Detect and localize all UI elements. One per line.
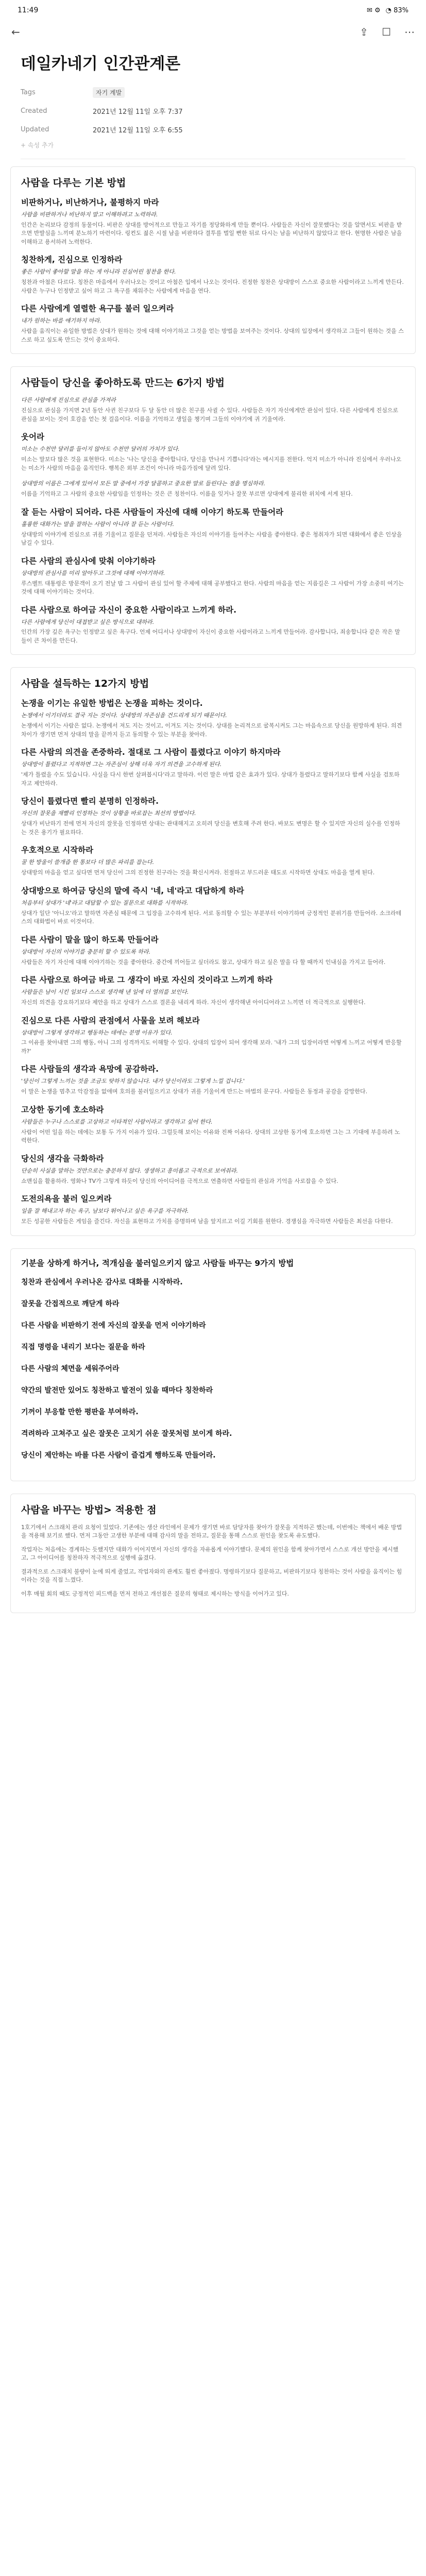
item-highlight: 사람을 비판하거나 비난하지 말고 이해하려고 노력하라. [21, 211, 158, 218]
comment-icon[interactable]: ☐ [382, 26, 391, 38]
item-body: 미소는 말보다 많은 것을 표현한다. 미소는 '나는 당신을 좋아합니다, 당신을 만나서 기쁩니다'라는 메시지를 전한다. 억지 미소가 아니라 진심에서 우러나오는 미소가 사람의 마음을 움직인다. 행복은 외부 조건이 아니라 마음가짐에 달려 있다. [21, 456, 402, 471]
property-value[interactable]: 2021년 12월 11일 오후 6:55 [93, 126, 183, 134]
section-card [10, 667, 416, 1235]
application-paragraph: 작업자는 처음에는 경계하는 듯했지만 대화가 이어지면서 자신의 생각을 자유롭게 이야기했다. 문제의 원인을 함께 찾아가면서 스스로 개선 방안을 제시했고, 그 아이디어를 칭찬하자 적극적으로 실행에 옮겼다. [21, 1546, 399, 1562]
item-highlight: 논쟁에서 이기더라도 결국 지는 것이다. 상대방의 자존심을 건드리게 되기 때문이다. [21, 712, 227, 719]
item-body: 인간은 논리보다 감정의 동물이다. 비판은 상대를 방어적으로 만들고 자기를 정당화하게 만들 뿐이다. 사람들은 자신이 잘못했다는 것을 알면서도 비판을 받으면 반발심을 느끼며 분노하기 마련이다. 링컨도 젊은 시절 남을 비판하다 결투를 벌일 뻔한 뒤로 다시는 남을 비난하지 않았다고 한다. 현명한 사람은 남을 이해하고 용서하려 노력한다. [21, 221, 402, 245]
item-heading: 다른 사람의 관심사에 맞춰 이야기하라 [21, 556, 156, 566]
section-item [21, 506, 405, 548]
item-highlight: 상대방의 관심사를 미리 알아두고 그것에 대해 이야기하라. [21, 569, 165, 577]
item-highlight: 훌륭한 대화가는 말을 잘하는 사람이 아니라 잘 듣는 사람이다. [21, 520, 175, 528]
section-item [21, 1014, 405, 1056]
item-highlight: 사람들은 남이 시킨 일보다 스스로 생각해 낸 일에 더 열의를 보인다. [21, 989, 189, 996]
section-title: 사람을 다루는 기본 방법 [21, 177, 126, 189]
item-body: '제가 틀렸을 수도 있습니다. 사실을 다시 한번 살펴봅시다'라고 말하라. 이런 말은 마법 같은 효과가 있다. 상대가 틀렸다고 말하기보다 함께 사실을 검토하자고 제안하라. [21, 771, 400, 787]
leader-item [21, 1320, 405, 1330]
item-highlight: 내가 원하는 바를 얘기하지 마라. [21, 317, 101, 325]
property-name: Created [21, 107, 47, 115]
item-heading: 잘 듣는 사람이 되어라. 다른 사람들이 자신에 대해 이야기 하도록 만들어라 [21, 507, 284, 517]
section-item [21, 1193, 405, 1226]
sections-container [0, 166, 426, 1236]
item-highlight: 상대방이 틀렸다고 지적하면 그는 자존심이 상해 더욱 자기 의견을 고수하게 된다. [21, 761, 222, 768]
application-paragraph: 이후 매월 회의 때도 긍정적인 피드백을 먼저 전하고 개선점은 질문의 형태로 제시하는 방식을 이어가고 있다. [21, 1590, 289, 1597]
item-body: 이 말은 논쟁을 멈추고 악감정을 없애며 호의를 불러일으키고 상대가 귀를 기울이게 만드는 마법의 문구다. 사람들은 동정과 공감을 갈망한다. [21, 1088, 368, 1095]
property-row [0, 101, 426, 120]
property-row [0, 83, 426, 101]
item-heading: 도전의욕을 불러 일으켜라 [21, 1194, 112, 1204]
item-heading: 당신이 틀렸다면 빨리 분명히 인정하라. [21, 796, 159, 806]
page-title[interactable]: 데일카네기 인간관계론 [21, 55, 181, 73]
item-highlight: 사람들은 누구나 스스로를 고상하고 이타적인 사람이라고 생각하고 싶어 한다. [21, 1118, 213, 1125]
item-highlight: 미소는 수천만 달러를 들이지 않아도 수천만 달러의 가치가 있다. [21, 446, 180, 453]
share-icon[interactable]: ⇪ [360, 26, 369, 38]
application-section [10, 1494, 416, 1614]
item-heading: 당신의 생각을 극화하라 [21, 1154, 104, 1163]
item-highlight: 꿀 한 방울이 쓸개즙 한 통보다 더 많은 파리를 잡는다. [21, 859, 155, 866]
leader-item-heading: 격려하라 고쳐주고 싶은 잘못은 고치기 쉬운 잘못처럼 보이게 하라. [21, 1429, 232, 1438]
application-paragraph: 1호기에서 스크래치 관리 요청이 있었다. 기존에는 생산 라인에서 문제가 생기면 바로 담당자를 찾아가 잘못을 지적하곤 했는데, 이번에는 책에서 배운 방법을 적용해 보기로 했다. 먼저 그동안 고생한 부분에 대해 감사의 말을 전하고, 질문을 통해 스스로 원인을 찾도록 유도했다. [21, 1523, 402, 1539]
item-heading: 우호적으로 시작하라 [21, 845, 94, 855]
item-body: 인간의 가장 깊은 욕구는 인정받고 싶은 욕구다. 언제 어디서나 상대방이 자신이 중요한 사람이라고 느끼게 만들어라. 감사합니다, 죄송합니다 같은 작은 말들이 큰 차이를 만든다. [21, 629, 400, 644]
property-name: Tags [21, 88, 36, 96]
item-body: 사람이 어떤 일을 하는 데에는 보통 두 가지 이유가 있다. 그럴듯해 보이는 이유와 진짜 이유다. 상대의 고상한 동기에 호소하면 그는 그 기대에 부응하려 노력한다. [21, 1128, 400, 1144]
section-item [21, 555, 405, 597]
item-highlight: 처음부터 상대가 '네'라고 대답할 수 있는 질문으로 대화를 시작하라. [21, 899, 189, 906]
item-highlight: 자신의 잘못을 재빨리 인정하는 것이 상황을 바로잡는 최선의 방법이다. [21, 810, 196, 817]
status-time: 11:49 [18, 6, 39, 14]
leader-item [21, 1342, 405, 1352]
item-heading: 다른 사람이 말을 많이 하도록 만들어라 [21, 935, 159, 944]
leader-item-heading: 직접 명령을 내리기 보다는 질문을 하라 [21, 1343, 145, 1351]
item-heading: 다른 사람들의 생각과 욕망에 공감하라. [21, 1064, 159, 1074]
application-body [21, 1523, 405, 1599]
leader-item [21, 1406, 405, 1417]
item-body: 사람을 움직이는 유일한 방법은 상대가 원하는 것에 대해 이야기하고 그것을 얻는 방법을 보여주는 것이다. 상대의 입장에서 생각하고 그들이 원하는 것을 스스로 하고 싶도록 만드는 것이 중요하다. [21, 328, 404, 343]
status-bar [0, 0, 426, 21]
item-body: 이름을 기억하고 그 사람의 중요한 사람임을 인정하는 것은 큰 칭찬이다. 이름을 잊거나 잘못 부르면 상대에게 불리한 위치에 서게 된다. [21, 490, 353, 498]
item-highlight: 일을 잘 해내고자 하는 욕구, 남보다 뛰어나고 싶은 욕구를 자극하라. [21, 1208, 189, 1215]
section-item [21, 253, 405, 295]
add-property-button[interactable]: + 속성 추가 [21, 142, 54, 149]
item-body: 사람들은 자기 자신에 대해 이야기하는 것을 좋아한다. 중간에 끼어들고 싶더라도 참고, 상대가 하고 싶은 말을 다 할 때까지 인내심을 가지고 들어라. [21, 958, 386, 965]
section-item [21, 1104, 405, 1145]
item-heading: 다른 사람에게 열렬한 욕구를 불러 일으켜라 [21, 304, 174, 314]
properties-list [0, 83, 426, 139]
leader-items [21, 1277, 405, 1460]
application-paragraph: 결과적으로 스크래치 불량이 눈에 띄게 줄었고, 작업자와의 관계도 훨씬 좋아졌다. 명령하기보다 질문하고, 비판하기보다 칭찬하는 것이 사람을 움직이는 힘이라는 것을 직접 느꼈다. [21, 1568, 402, 1584]
notification-icons: ✉ ⚙ [366, 6, 381, 14]
section-item [21, 974, 405, 1007]
leader-item-heading: 약간의 발전만 있어도 칭찬하고 발전이 있을 때마다 칭찬하라 [21, 1386, 213, 1395]
section-item [21, 844, 405, 877]
item-highlight: 상대방이 자신의 이야기를 충분히 할 수 있도록 하라. [21, 948, 151, 955]
item-body: 논쟁에서 이기는 사람은 없다. 논쟁에서 져도 지는 것이고, 이겨도 지는 것이다. 상대를 논리적으로 굴복시켜도 그는 마음속으로 당신을 원망하게 된다. 의견 차이가 생기면 먼저 상대의 말을 끝까지 듣고 동의할 수 있는 부분을 찾아라. [21, 722, 402, 738]
back-arrow-icon[interactable]: ← [11, 26, 20, 38]
leader-item-heading: 잘못을 간접적으로 깨닫게 하라 [21, 1299, 120, 1308]
item-heading: 다른 사람으로 하여금 자신이 중요한 사람이라고 느끼게 하라. [21, 605, 236, 615]
section-title: 사람을 설득하는 12가지 방법 [21, 678, 149, 690]
section-item [21, 196, 405, 246]
leader-item-heading: 당신이 제안하는 바를 다른 사람이 즐겁게 행하도록 만들어라. [21, 1451, 216, 1460]
item-highlight: 상대방의 이름은 그에게 있어서 모든 말 중에서 가장 달콤하고 중요한 말로 들린다는 점을 명심하라. [21, 480, 265, 487]
item-heading: 논쟁을 이기는 유일한 방법은 논쟁을 피하는 것이다. [21, 699, 203, 708]
item-highlight: 다른 사람에게 진심으로 관심을 가져라 [21, 397, 116, 404]
item-body: 쇼맨십을 활용하라. 영화나 TV가 그렇게 하듯이 당신의 아이디어를 극적으로 연출하면 사람들의 관심과 기억을 사로잡을 수 있다. [21, 1177, 338, 1184]
item-heading: 비판하거나, 비난하거나, 불평하지 마라 [21, 198, 159, 207]
section-item [21, 431, 405, 472]
item-heading: 진심으로 다른 사람의 관점에서 사물을 보려 해보라 [21, 1015, 200, 1025]
leader-section-title: 기분을 상하게 하거나, 적개심을 불러일으키지 않고 사람들 바꾸는 9가지 방법 [21, 1258, 294, 1268]
property-name: Updated [21, 125, 49, 133]
item-body: 칭찬과 아첨은 다르다. 칭찬은 마음에서 우러나오는 것이고 아첨은 입에서 나오는 것이다. 진정한 칭찬은 상대방이 스스로 중요한 사람이라고 느끼게 만든다. 사람은 누구나 인정받고 싶어 하고 그 욕구를 채워주는 사람에게 마음을 연다. [21, 279, 404, 294]
item-highlight: 다른 사람에게 당신이 대접받고 싶은 방식으로 대하라. [21, 618, 155, 625]
item-highlight: '당신이 그렇게 느끼는 것을 조금도 탓하지 않습니다. 내가 당신이라도 그렇게 느낄 겁니다.' [21, 1078, 245, 1085]
item-body: 루스벨트 대통령은 방문객이 오기 전날 밤 그 사람이 관심 있어 할 주제에 대해 공부했다고 한다. 사람의 마음을 얻는 지름길은 그 사람이 가장 소중히 여기는 것에 대해 이야기하는 것이다. [21, 580, 404, 595]
item-heading: 칭찬하게, 진심으로 인정하라 [21, 255, 123, 265]
item-heading: 다른 사람의 의견을 존중하라. 절대로 그 사람이 틀렸다고 이야기 하지마라 [21, 748, 281, 757]
section-item [21, 697, 405, 739]
section-item [21, 1153, 405, 1185]
leader-item [21, 1428, 405, 1438]
section-item [21, 746, 405, 788]
leader-item-heading: 다른 사람의 체면을 세워주어라 [21, 1364, 120, 1373]
leader-item-heading: 칭찬과 관심에서 우러나온 감사로 대화를 시작하라. [21, 1278, 183, 1286]
section-item [21, 885, 405, 926]
section-item [21, 604, 405, 646]
section-title: 사람들이 당신을 좋아하도록 만드는 6가지 방법 [21, 377, 225, 389]
leader-item [21, 1385, 405, 1395]
section-item [21, 934, 405, 967]
section-item [21, 302, 405, 344]
section-item [21, 480, 405, 498]
property-value[interactable]: 2021년 12월 11일 오후 7:37 [93, 108, 183, 116]
property-row [0, 120, 426, 139]
leader-item-heading: 기꺼이 부응할 만한 평판을 부여하라. [21, 1408, 139, 1416]
item-body: 자신의 의견을 강요하기보다 제안을 하고 상대가 스스로 결론을 내리게 하라. 자신이 생각해낸 아이디어라고 느끼면 더 적극적으로 실행한다. [21, 999, 366, 1006]
item-body: 진심으로 관심을 가지면 2년 동안 사귄 친구보다 두 달 동안 더 많은 친구를 사귈 수 있다. 사람들은 자기 자신에게만 관심이 있다. 다른 사람에게 진심으로 관심을 보이는 것이 호감을 얻는 첫 걸음이다. 이름을 기억하고 생일을 챙기며 그들의 이야기에 귀 기울여라. [21, 407, 398, 422]
item-heading: 웃어라 [21, 432, 44, 442]
section-item [21, 795, 405, 837]
more-icon[interactable]: ⋯ [404, 26, 415, 38]
section-card [10, 166, 416, 354]
item-highlight: 상대방이 그렇게 생각하고 행동하는 데에는 분명 이유가 있다. [21, 1029, 173, 1036]
leader-section [10, 1248, 416, 1481]
item-body: 모든 성공한 사람들은 게임을 즐긴다. 자신을 표현하고 가치를 증명하며 남을 앞지르고 이길 기회를 원한다. 경쟁심을 자극하면 사람들은 최선을 다한다. [21, 1218, 393, 1225]
item-body: 상대가 비난하기 전에 먼저 자신의 잘못을 인정하면 상대는 관대해지고 오히려 당신을 변호해 주려 한다. 바보도 변명은 할 수 있지만 자신의 실수를 인정하는 것은 용기가 필요하다. [21, 820, 400, 836]
item-highlight: 좋은 사람이 좋아할 말을 하는 게 아니라 진심어린 칭찬을 한다. [21, 268, 176, 276]
leader-item [21, 1277, 405, 1287]
item-body: 상대방의 마음을 얻고 싶다면 먼저 당신이 그의 진정한 친구라는 것을 확신시켜라. 친절하고 부드러운 태도로 시작하면 상대도 마음을 열게 된다. [21, 869, 375, 876]
leader-item [21, 1450, 405, 1460]
property-value[interactable]: 자기 계발 [93, 87, 125, 98]
item-heading: 다른 사람으로 하여금 바로 그 생각이 바로 자신의 것이라고 느끼게 하라 [21, 975, 273, 985]
item-heading: 상대방으로 하여금 당신의 말에 즉시 '네, 네'라고 대답하게 하라 [21, 886, 244, 895]
item-body: 상대가 일단 '아니오'라고 말하면 자존심 때문에 그 입장을 고수하게 된다. 서로 동의할 수 있는 부분부터 이야기하며 긍정적인 분위기를 만들어라. 소크라테스의 대화법이 바로 이것이다. [21, 909, 402, 925]
application-title: 사람을 바꾸는 방법> 적용한 점 [21, 1504, 157, 1516]
battery-indicator: ◔ 83% [385, 6, 408, 14]
leader-item [21, 1363, 405, 1374]
section-item [21, 1063, 405, 1096]
item-body: 그 이유를 찾아내면 그의 행동, 아니 그의 성격까지도 이해할 수 있다. 상대의 입장이 되어 생각해 보라. '내가 그의 입장이라면 어떻게 느끼고 어떻게 반응할까?' [21, 1039, 402, 1055]
section-card [10, 366, 416, 655]
item-heading: 고상한 동기에 호소하라 [21, 1105, 104, 1114]
item-highlight: 단순히 사실을 말하는 것만으로는 충분하지 않다. 생생하고 흥미롭고 극적으로 보여줘라. [21, 1167, 238, 1174]
leader-item-heading: 다른 사람을 비판하기 전에 자신의 잘못을 먼저 이야기하라 [21, 1321, 206, 1330]
item-body: 상대방의 이야기에 진심으로 귀를 기울이고 질문을 던져라. 사람들은 자신의 이야기를 들어주는 사람을 좋아한다. 좋은 청취자가 되면 대화에서 좋은 인상을 남길 수 있다. [21, 531, 402, 547]
section-item [21, 396, 405, 423]
app-bar [0, 21, 426, 43]
leader-item [21, 1298, 405, 1309]
